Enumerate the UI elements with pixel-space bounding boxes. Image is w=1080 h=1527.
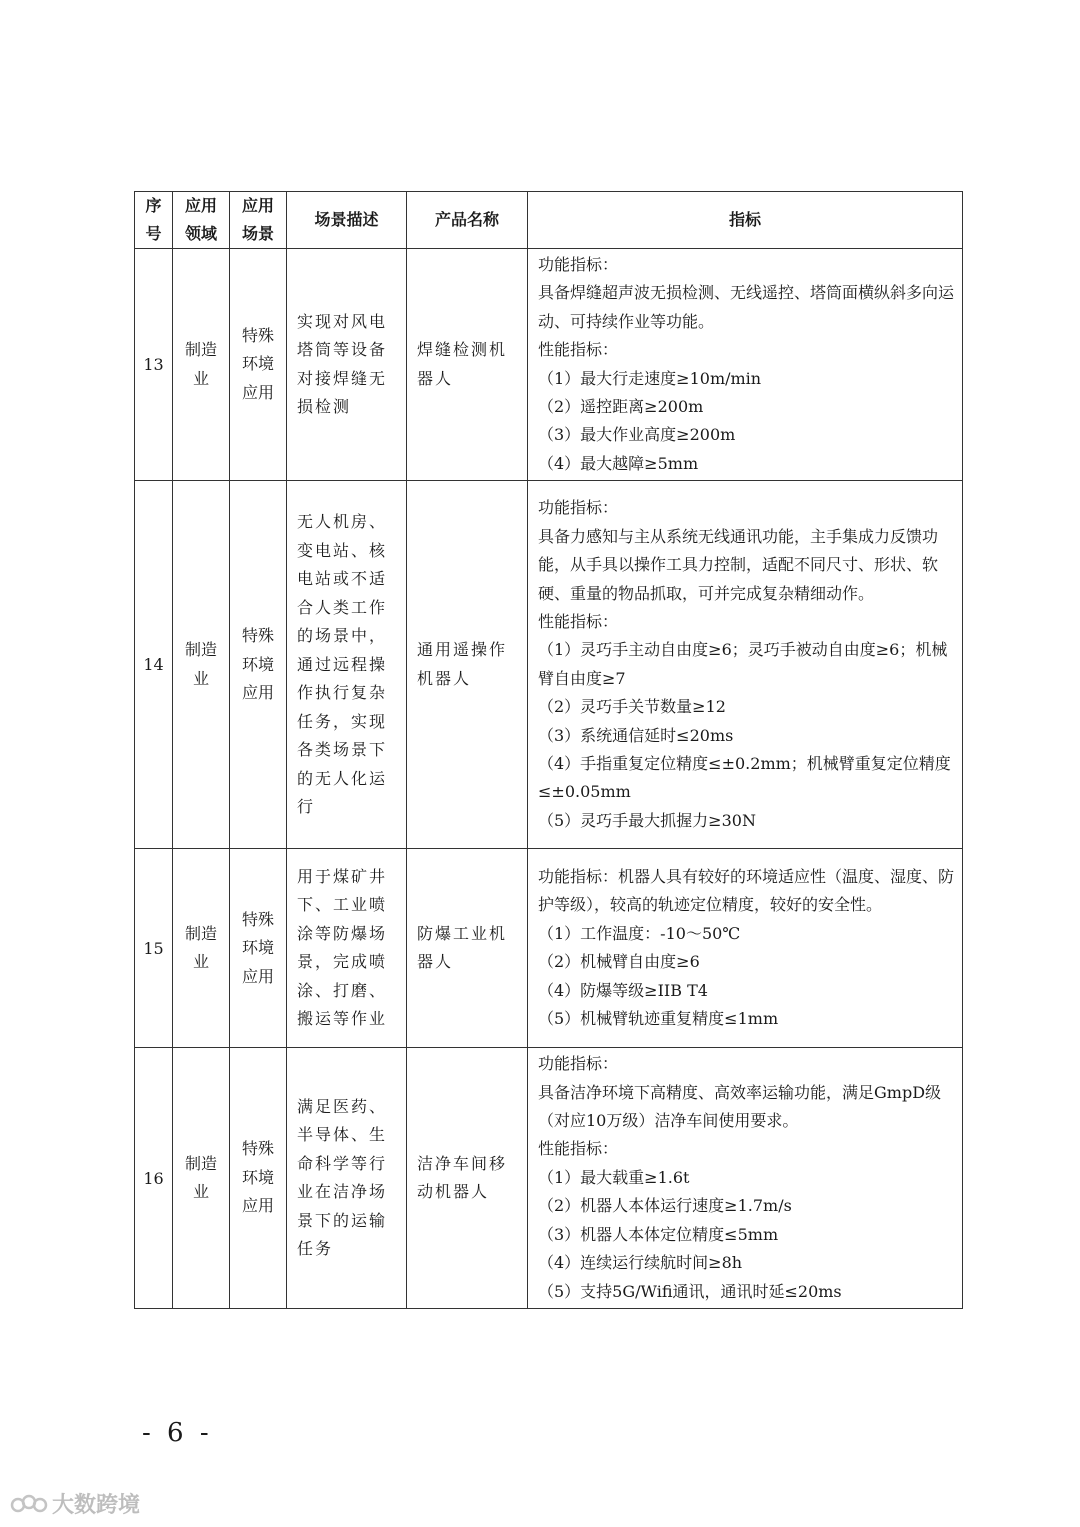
header-no: 序号 <box>135 192 173 249</box>
row-desc: 无人机房、变电站、核电站或不适合人类工作的场景中，通过远程操作执行复杂任务，实现各类场景下的无人化运行 <box>287 481 407 849</box>
metric-line: 功能指标：机器人具有较好的环境适应性（温度、湿度、防护等级），较高的轨迹定位精度，较好的安全性。 <box>538 867 955 915</box>
metric-line: 性能指标： <box>538 611 619 631</box>
row-product: 通用遥操作机器人 <box>407 481 528 849</box>
row-metrics <box>528 481 963 849</box>
header-product: 产品名称 <box>407 192 528 249</box>
row-metrics <box>528 1048 963 1309</box>
row-product: 防爆工业机器人 <box>407 849 528 1048</box>
metric-line: 功能指标： <box>538 1054 619 1074</box>
table-row <box>135 249 963 481</box>
row-field: 制造业 <box>173 481 230 849</box>
row-no: 16 <box>135 1048 173 1309</box>
metric-line: （2）遥控距离≥200m <box>538 397 704 417</box>
metric-line: （4）手指重复定位精度≤±0.2mm；机械臂重复定位精度≤±0.05mm <box>538 753 951 802</box>
row-field: 制造业 <box>173 249 230 481</box>
page-number: - 6 - <box>142 1418 213 1448</box>
metric-line: （4）连续运行续航时间≥8h <box>538 1253 743 1273</box>
table-row <box>135 481 963 849</box>
row-desc: 用于煤矿井下、工业喷涂等防爆场景，完成喷涂、打磨、搬运等作业 <box>287 849 407 1048</box>
row-scene: 特殊环境应用 <box>230 481 287 849</box>
row-product: 洁净车间移动机器人 <box>407 1048 528 1309</box>
metric-line: 功能指标： <box>538 255 619 274</box>
metric-line: （1）最大行走速度≥10m/min <box>538 368 762 388</box>
metric-line: （4）最大越障≥5mm <box>538 453 699 473</box>
metric-line: （4）防爆等级≥IIB T4 <box>538 980 708 1000</box>
row-metrics <box>528 849 963 1048</box>
row-product: 焊缝检测机器人 <box>407 249 528 481</box>
metric-line: （5）机械臂轨迹重复精度≤1mm <box>538 1009 779 1029</box>
row-scene: 特殊环境应用 <box>230 849 287 1048</box>
metric-line: 具备力感知与主从系统无线通讯功能，主手集成力反馈功能，从手具以操作工具力控制，适配不同尺寸、形状、软硬、重量的物品抓取，可并完成复杂精细动作。 <box>538 526 939 603</box>
metric-line: 性能指标： <box>538 1139 619 1159</box>
metric-line: （5）灵巧手最大抓握力≥30N <box>538 810 756 830</box>
header-scene: 应用场景 <box>230 192 287 249</box>
metric-line: （2）机器人本体运行速度≥1.7m/s <box>538 1196 792 1216</box>
row-no: 13 <box>135 249 173 481</box>
table-row <box>135 1048 963 1309</box>
metric-line: 性能指标： <box>538 340 619 360</box>
header-desc: 场景描述 <box>287 192 407 249</box>
metric-line: （3）最大作业高度≥200m <box>538 425 736 445</box>
spec-table <box>134 191 963 1309</box>
row-metrics <box>528 249 963 481</box>
watermark <box>10 1488 140 1519</box>
row-field: 制造业 <box>173 1048 230 1309</box>
watermark-logo-icon <box>10 1491 48 1517</box>
row-field: 制造业 <box>173 849 230 1048</box>
header-row <box>135 192 963 249</box>
metric-line: （2）灵巧手关节数量≥12 <box>538 697 726 717</box>
metric-line: （5）支持5G/Wifi通讯，通讯时延≤20ms <box>538 1281 842 1301</box>
row-desc: 实现对风电塔筒等设备对接焊缝无损检测 <box>287 249 407 481</box>
metric-line: （1）灵巧手主动自由度≥6；灵巧手被动自由度≥6；机械臂自由度≥7 <box>538 640 948 688</box>
row-no: 14 <box>135 481 173 849</box>
header-metrics: 指标 <box>528 192 963 249</box>
metric-line: 具备焊缝超声波无损检测、无线遥控、塔筒面横纵斜多向运动、可持续作业等功能。 <box>538 283 955 331</box>
metric-line: （3）系统通信延时≤20ms <box>538 725 734 745</box>
table-row <box>135 849 963 1048</box>
row-no: 15 <box>135 849 173 1048</box>
row-scene: 特殊环境应用 <box>230 249 287 481</box>
metric-line: 功能指标： <box>538 498 619 518</box>
row-scene: 特殊环境应用 <box>230 1048 287 1309</box>
metric-line: （1）工作温度：-10～50℃ <box>538 923 741 943</box>
metric-line: （2）机械臂自由度≥6 <box>538 952 700 972</box>
header-field: 应用领域 <box>173 192 230 249</box>
row-desc: 满足医药、半导体、生命科学等行业在洁净场景下的运输任务 <box>287 1048 407 1309</box>
metric-line: 具备洁净环境下高精度、高效率运输功能，满足GmpD级（对应10万级）洁净车间使用要求。 <box>538 1082 942 1131</box>
metric-line: （3）机器人本体定位精度≤5mm <box>538 1224 779 1244</box>
metric-line: （1）最大载重≥1.6t <box>538 1167 690 1187</box>
watermark-text: 大数跨境 <box>52 1493 141 1518</box>
